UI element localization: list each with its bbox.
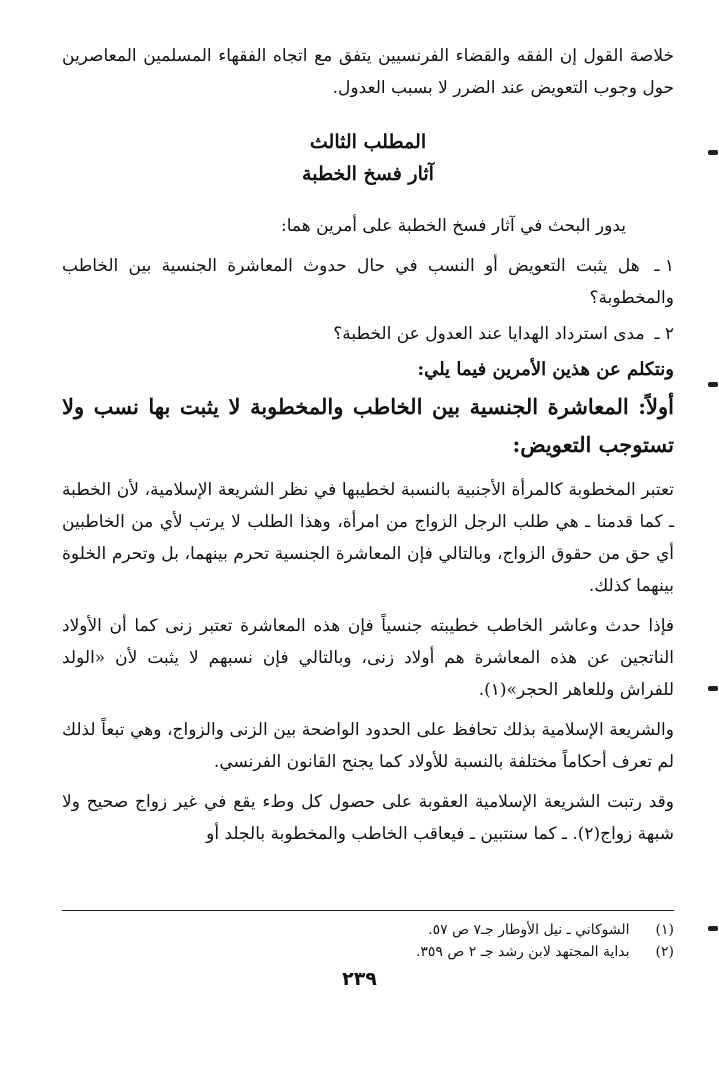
list-item [62, 318, 674, 350]
margin-mark [708, 926, 718, 931]
margin-mark [708, 686, 718, 691]
margin-mark [708, 150, 718, 155]
heading-line-2: آثار فسخ الخطبة [302, 163, 434, 185]
intro-paragraph: خلاصة القول إن الفقه والقضاء الفرنسيين يتفق مع اتجاه الفقهاء المسلمين المعاصرين حول وجوب التعويض عند الضرر لا بسبب العدول. [62, 46, 674, 98]
footnote [62, 941, 674, 963]
footnote [62, 919, 674, 941]
section-heading [62, 126, 674, 190]
body-paragraph: تعتبر المخطوبة كالمرأة الأجنبية بالنسبة لخطيبها في نظر الشريعة الإسلامية، لأن الخطبة ـ كما قدمنا ـ هي طلب الرجل الزواج من امرأة، وهذا الطلب لا يرتب لأي من الخاطبين أي حق من حقوق الزواج، وبالتالي فإن المعاشرة الجنسية تحرم بينهما، بل وتحرم الخلوة بينهما كذلك. [62, 480, 674, 596]
transition-text: ونتكلم عن هذين الأمرين فيما يلي: [417, 359, 674, 380]
body-paragraph: فإذا حدث وعاشر الخاطب خطيبته جنسياً فإن هذه المعاشرة تعتبر زنى كما أن الأولاد الناتجين عن هذه المعاشرة هم أولاد زنى، وبالتالي فإن نسبهم لا يثبت لأن «الولد للفراش وللعاهر الحجر»(١). [62, 616, 674, 700]
body-paragraph: وقد رتبت الشريعة الإسلامية العقوبة على حصول كل وطء يقع في غير زواج صحيح ولا شبهة زواج(٢). ـ كما سنتبين ـ فيعاقب الخاطب والمخطوبة بالجلد أو [62, 792, 674, 844]
page-body [62, 40, 674, 858]
heading-line-1: المطلب الثالث [309, 131, 427, 153]
lead-paragraph: يدور البحث في آثار فسخ الخطبة على أمرين هما: [281, 216, 626, 236]
footnote-number: (٢) [655, 944, 674, 960]
list-item-number: ١ ـ [654, 256, 674, 276]
margin-mark [708, 382, 718, 387]
footnotes [62, 910, 674, 963]
list-item-number: ٢ ـ [654, 324, 674, 344]
list-item-text: مدى استرداد الهدايا عند العدول عن الخطبة؟ [333, 324, 645, 344]
body-paragraph: والشريعة الإسلامية بذلك تحافظ على الحدود الواضحة بين الزنى والزواج، وهي تبعاً لذلك لم تعرف أحكاماً مختلفة بالنسبة للأولاد كما يجنح القانون الفرنسي. [62, 720, 674, 772]
page-number: ٢٣٩ [342, 968, 377, 990]
list-item-text: هل يثبت التعويض أو النسب في حال حدوث المعاشرة الجنسية بين الخاطب والمخطوبة؟ [62, 256, 674, 308]
section-title: أولاً: المعاشرة الجنسية بين الخاطب والمخطوبة لا يثبت بها نسب ولا تستوجب التعويض: [62, 394, 674, 457]
footnote-text: بداية المجتهد لابن رشد جـ ٢ ص ٣٥٩. [415, 944, 630, 960]
list-item [62, 250, 674, 314]
footnote-text: الشوكاني ـ نيل الأوطار جـ٧ ص ٥٧. [428, 922, 630, 938]
footnote-number: (١) [655, 922, 674, 938]
